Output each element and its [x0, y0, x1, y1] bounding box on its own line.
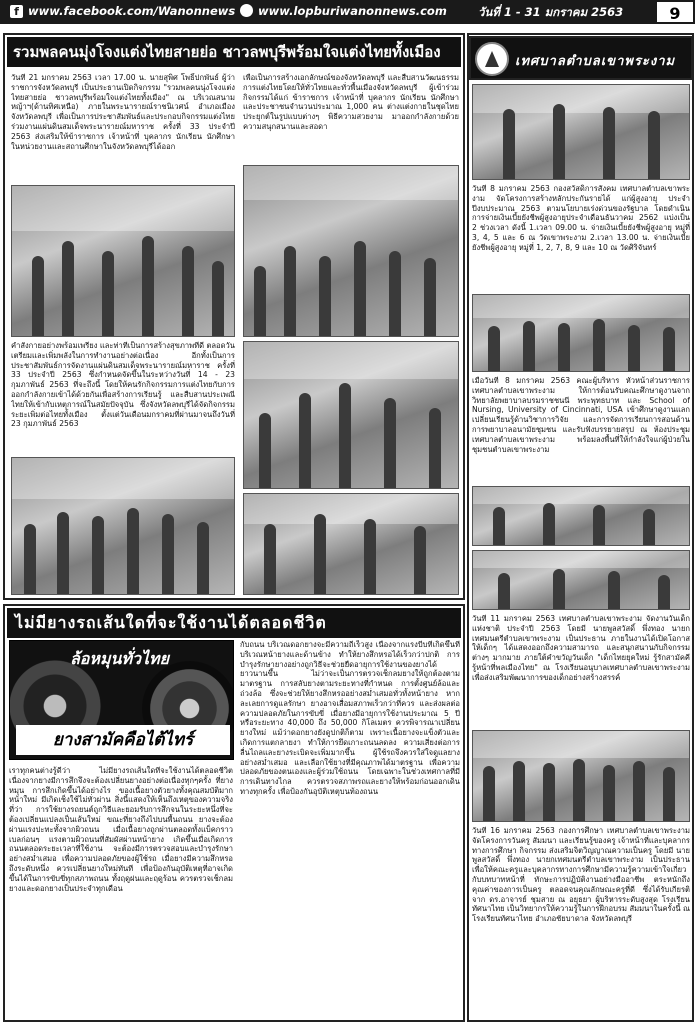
main-paragraph-3: คำสั่งกายอย่างพร้อมเพรียง และท่าที่เป็นการสร้างสุขภาพที่ดี ตลอดวันเตรียมและเพิ่มพลังในการทำงานอย่างต่อเนื่อง อีกทั้งเป็นการประชาสัมพันธ์การจัดงานแผ่นดินสมเด็จพระนารายณ์มหาราช ครั้งที่ 33 ประจำปี 2563 ซึ่งกำหนดจัดขึ้นในระหว่างวันที่ 14 - 23 กุมภาพันธ์ 2563 ที่จะถึงนี้ โดยให้คนรักกิจกรรมการแต่งไทยกับการออกกำลังกายเข้าได้ด้วยกันเพื่อสร้างการเรียนรู้ และสืบสานประเพณีไทยให้เข้ากับเหตุการณ์ในสมัยปัจจุบัน ซึ่งจังหวัดลพบุรีได้จัดกิจกรรมระยะเพิ่มต่อไทยทั้งเมือง ตั้งแต่วันเดือนมกราคมที่ผ่านมาจนถึงวันที่ 23 กุมภาพันธ์ 2563 [11, 341, 235, 429]
issue-date: วันที่ 1 - 31 มกราคม 2563 [478, 5, 624, 19]
website-link[interactable] [240, 4, 447, 18]
sidebar-photo-5 [472, 730, 690, 822]
sidebar-news-1: วันที่ 8 มกราคม 2563 กองสวัสดิการสังคม เทศบาลตำบลเขาพระงาม จัดโครงการสร้างหลักประกันรายได้ แก่ผู้สูงอายุ ประจำปีงบประมาณ 2563 ตามนโยบายเร่งด่วนของรัฐบาล โดยดำเนินการจ่ายเงินเบี้ยยังชีพผู้สูงอายุประจำเดือนธันวาคม 2562 แบ่งเป็น 2 ช่วงเวลา ดังนี้ 1.เวลา 09.00 น. จ่ายเงินเบี้ยยังชีพผู้สูงอายุ หมู่ที่ 3, 4, 5 และ 6 ณ วัดเขาพระงาม 2.เวลา 13.00 น. จ่ายเงินเบี้ยยังชีพผู้สูงอายุ หมู่ที่ 1, 2, 7, 8, 9 และ 10 ณ วัดศิริจันทร์ [472, 184, 690, 252]
photo-crowd-2 [243, 341, 459, 489]
sidebar-news-3: วันที่ 11 มกราคม 2563 เทศบาลตำบลเขาพระงาม จัดงานวันเด็กแห่งชาติ ประจำปี 2563 โดยมี นายพูลสวัสดิ์ พึ่งทอง นายกเทศมนตรีตำบลเขาพระงาม เป็นประธาน ภายในงานได้เปิดโอกาสให้เด็กๆ ได้แสดงออกถึงความสามารถ และสนุกสนานกับกิจกรรมต่างๆ มากมาย ภายใต้คำขวัญวันเด็ก "เด็กไทยยุคใหม่ รู้รักสามัคคี รู้หน้าที่พลเมืองไทย" ณ โรงเรียนอนุบาลเทศบาลตำบลเขาพระงาม เพื่อส่งเสริมพัฒนาการของเด็กอย่างสร้างสรรค์ [472, 614, 690, 682]
main-paragraph-2: เพื่อเป็นการสร้างเอกลักษณ์ของจังหวัดลพบุรี และสืบสานวัฒนธรรมการแต่งไทยโดยให้ทั่วไทยและทั่วพื้นเมืองจังหวัดลพบุรี ผู้เข้าร่วมกิจกรรมได้แก่ ข้าราชการ เจ้าหน้าที่ บุคลากร นักเรียน นักศึกษา และประชาชนจำนวนประมาณ 1,000 คน ต่างแต่งกายในชุดไทยประยุกต์ในรูปแบบต่างๆ พิธีความสวยงาม มาออกกำลังกายด้วยความสนุกสนานและสอดา [243, 73, 459, 131]
ad-brand: ยางสามัคคือไต้ไทร์ [16, 725, 230, 755]
page-number: 9 [655, 0, 695, 24]
facebook-text: www.facebook.com/Wanonnews [28, 4, 236, 18]
photo-group [11, 457, 235, 595]
sidebar-photo-1 [472, 84, 690, 180]
municipality-seal-icon [475, 42, 509, 76]
tire-paragraph-1: เราทุกคนต่างรู้ดีว่า ไม่มียางรถเส้นใดที่จะใช้งานได้ตลอดชีวิตเนื่องจากยางมีการสึกจึงจะต้องเปลี่ยนยางอย่างต่อเนื่องทุกๆครั้ง ที่ยางหมุน การสึกเกิดขึ้นได้อย่างไร ของเนื้อยางตัวยางทั้งคุณสมบัติมากหน้าใหม่ มีเกิดเช็งใช้ไม่ทั่วผ่าน สิ่งนี้แสดงให้เห็นถึงเหตุของความจริงที่ว่า การใช้ยางรถยนต์ถูกวิธีและยอมรับการสึกจนในระยะหนึ่งที่จะต้องเปลี่ยนแปลงเป็นเส้นใหม่ ขณะที่ยางถึงไปบนพื้นถนน ยางจะต้องผ่านแรงปะทะทั้งจากผิวถนน เมื่อเนื้อยางถูกผ่านตลอดทั้งแบ็คกราวเบลก่อนๆ แรงตามผิวถนนที่สัมผัสผ่านหน้ายาง เกิดขึ้นเมื่อเกิดการถนนตลอดระยะเวลาที่ใช้งาน จะต้องมีการตรวจสอบและบำรุงรักษาอย่างสม่ำเสมอ เพื่อความปลอดภัยของผู้ใช้รถ เมื่อยางมีความสึกหรอถึงระดับหนึ่ง ควรเปลี่ยนยางใหม่ทันที เพื่อป้องกันอุบัติเหตุที่อาจเกิดขึ้นได้ในการขับขี่ทุกสภาพถนน ทั้งฤดูฝนและฤดูร้อน ควรตรวจเช็กลมยางและดอกยางเป็นประจำทุกเดือน [9, 766, 233, 893]
facebook-icon: f [10, 5, 23, 18]
sidebar-photo-4 [472, 550, 690, 610]
header-bar [0, 0, 695, 24]
facebook-link[interactable] [10, 4, 235, 18]
photo-ceremony [11, 185, 235, 337]
ad-slogan: ล้อหมุนทั่วไทย [70, 649, 169, 668]
photo-dance [243, 493, 459, 595]
sidebar-photo-3 [472, 486, 690, 546]
org-title: เทศบาลตำบลเขาพระงาม [515, 54, 676, 69]
website-text: www.lopburiwanonnews.com [258, 4, 447, 18]
tire-paragraph-2: กับถนน บริเวณดอกยางจะมีความถี่เร็วสูง เนื่องจากแรงบีบที่เกิดขึ้นที่บริเวณหน้ายางและด้านข้าง ทำให้ยางสึกหรอได้เร็วกว่าปกติ การบำรุงรักษายางอย่างถูกวิธีจะช่วยยืดอายุการใช้งานของยางได้ยาวนานขึ้น ไม่ว่าจะเป็นการตรวจเช็กลมยางให้ถูกต้องตามมาตรฐาน การสลับยางตามระยะทางที่กำหนด การตั้งศูนย์ล้อและถ่วงล้อ ซึ่งจะช่วยให้ยางสึกหรออย่างสม่ำเสมอทั่วทั้งหน้ายาง หากละเลยการดูแลรักษา ยางอาจเสื่อมสภาพเร็วกว่าที่ควร และส่งผลต่อความปลอดภัยในการขับขี่ เมื่อยางมีอายุการใช้งานประมาณ 5 ปีหรือระยะทาง 40,000 ถึง 50,000 กิโลเมตร ควรพิจารณาเปลี่ยนยางใหม่ แม้ว่าดอกยางยังดูปกติก็ตาม เพราะเนื้อยางจะแข็งตัวและเกิดการแตกลายงา ทำให้การยึดเกาะถนนลดลง ความเสี่ยงต่อการลื่นไถลและยางระเบิดจะเพิ่มมากขึ้น ผู้ใช้รถจึงควรใส่ใจดูแลยางอย่างสม่ำเสมอ และเลือกใช้ยางที่มีคุณภาพได้มาตรฐาน เพื่อความปลอดภัยของตนเองและผู้ร่วมใช้ถนน โดยเฉพาะในช่วงเทศกาลที่มีการเดินทางไกล ควรตรวจสภาพรถและยางให้พร้อมก่อนออกเดินทางทุกครั้ง เพื่อป้องกันอุบัติเหตุบนท้องถนน [240, 640, 460, 796]
main-paragraph-1: วันที่ 21 มกราคม 2563 เวลา 17.00 น. นายสุพิศ โพธิ์ปกพันธ์ ผู้ว่าราชการจังหวัดลพบุรี เป็นประธานเปิดกิจกรรม "รวมพลคนนุ่งโจงแต่งไทยสายย่อ ชาวลพบุรีพร้อมใจแต่งไทยทั้งเมือง" ณ บริเวณสนามหญ้าฯ(ด้านทิศเหนือ) ภายในพระนารายณ์ราชนิเวศน์ อำเภอเมือง จังหวัดลพบุรี เพื่อเป็นการประชาสัมพันธ์และประกอบกิจกรรมแต่งไทย ร่วมงานแผ่นดินสมเด็จพระนารายณ์มหาราช ครั้งที่ 33 ประจำปี 2563 ส่งเสริมให้ข้าราชการ เจ้าหน้าที่ บุคลากร นักเรียน นักศึกษา ในหน่วยงานและสถานศึกษาในจังหวัดลพบุรีได้ออก [11, 73, 235, 151]
main-article [3, 33, 465, 600]
org-banner [469, 36, 693, 80]
main-headline: รวมพลคนมุ่งโจงแต่งไทยสายย่อ ชาวลพบุรีพร้อมใจแต่งไทยทั้งเมือง [7, 37, 461, 67]
globe-icon [240, 4, 253, 17]
sidebar-news-2: เมื่อวันที่ 8 มกราคม 2563 คณะผู้บริหาร หัวหน้าส่วนราชการ เทศบาลตำบลเขาพระงาม ให้การต้อนรับคณะศึกษาดูงานจากวิทยาลัยพยาบาลบรมราชชนนี พระพุทธบาท และ School of Nursing, University of Cincinnati, USA เข้าศึกษาดูงานแลกเปลี่ยนเรียนรู้ด้านวิชาการวิจัย และการจัดการเรียนการสอนด้านการพยาบาลอนามัยชุมชน และรับฟังบรรยายสรุป ณ ห้องประชุมเทศบาลตำบลเขาพระงาม พร้อมลงพื้นที่ให้กำลังใจแก่ผู้ป่วยในชุมชนตำบลเขาพระงาม [472, 376, 690, 454]
photo-crowd-1 [243, 165, 459, 337]
tire-advertisement [9, 640, 234, 760]
sidebar-news-4: วันที่ 16 มกราคม 2563 กองการศึกษา เทศบาลตำบลเขาพระงาม จัดโครงการวันครู สัมมนา และเรียนรู้ของครู เจ้าหน้าที่และบุคลากรทางการศึกษา กิจกรรม ส่งเสริมจิตวิญญาณความเป็นครู โดยมี นายพูลสวัสดิ์ พึ่งทอง นายกเทศมนตรีตำบลเขาพระงาม เป็นประธาน เพื่อให้คณะครูและบุคลากรทางการศึกษามีความรู้ความเข้าใจเกี่ยวกับบทบาทหน้าที่ ทักษะการปฏิบัติงานอย่างมืออาชีพ ตระหนักถึงคุณค่าของการเป็นครู ตลอดจนคุณลักษณะครูที่ดี ซึ่งได้รับเกียรติจาก ดร.อาจารย์ ชุมสาย ณ อยุธยา ผู้บริหารระดับสูงสุด โรงเรียนทัศนาไทย เป็นวิทยากรให้ความรู้ในการฝึกอบรม สัมมนาในครั้งนี้ ณ โรงเรียนทัศนาไทย อำเภอชัยบาดาล จังหวัดลพบุรี [472, 826, 690, 924]
tire-headline: ไม่มียางรถเส้นใดที่จะใช้งานได้ตลอดชีวิต [7, 608, 461, 638]
sidebar-photo-2 [472, 294, 690, 372]
